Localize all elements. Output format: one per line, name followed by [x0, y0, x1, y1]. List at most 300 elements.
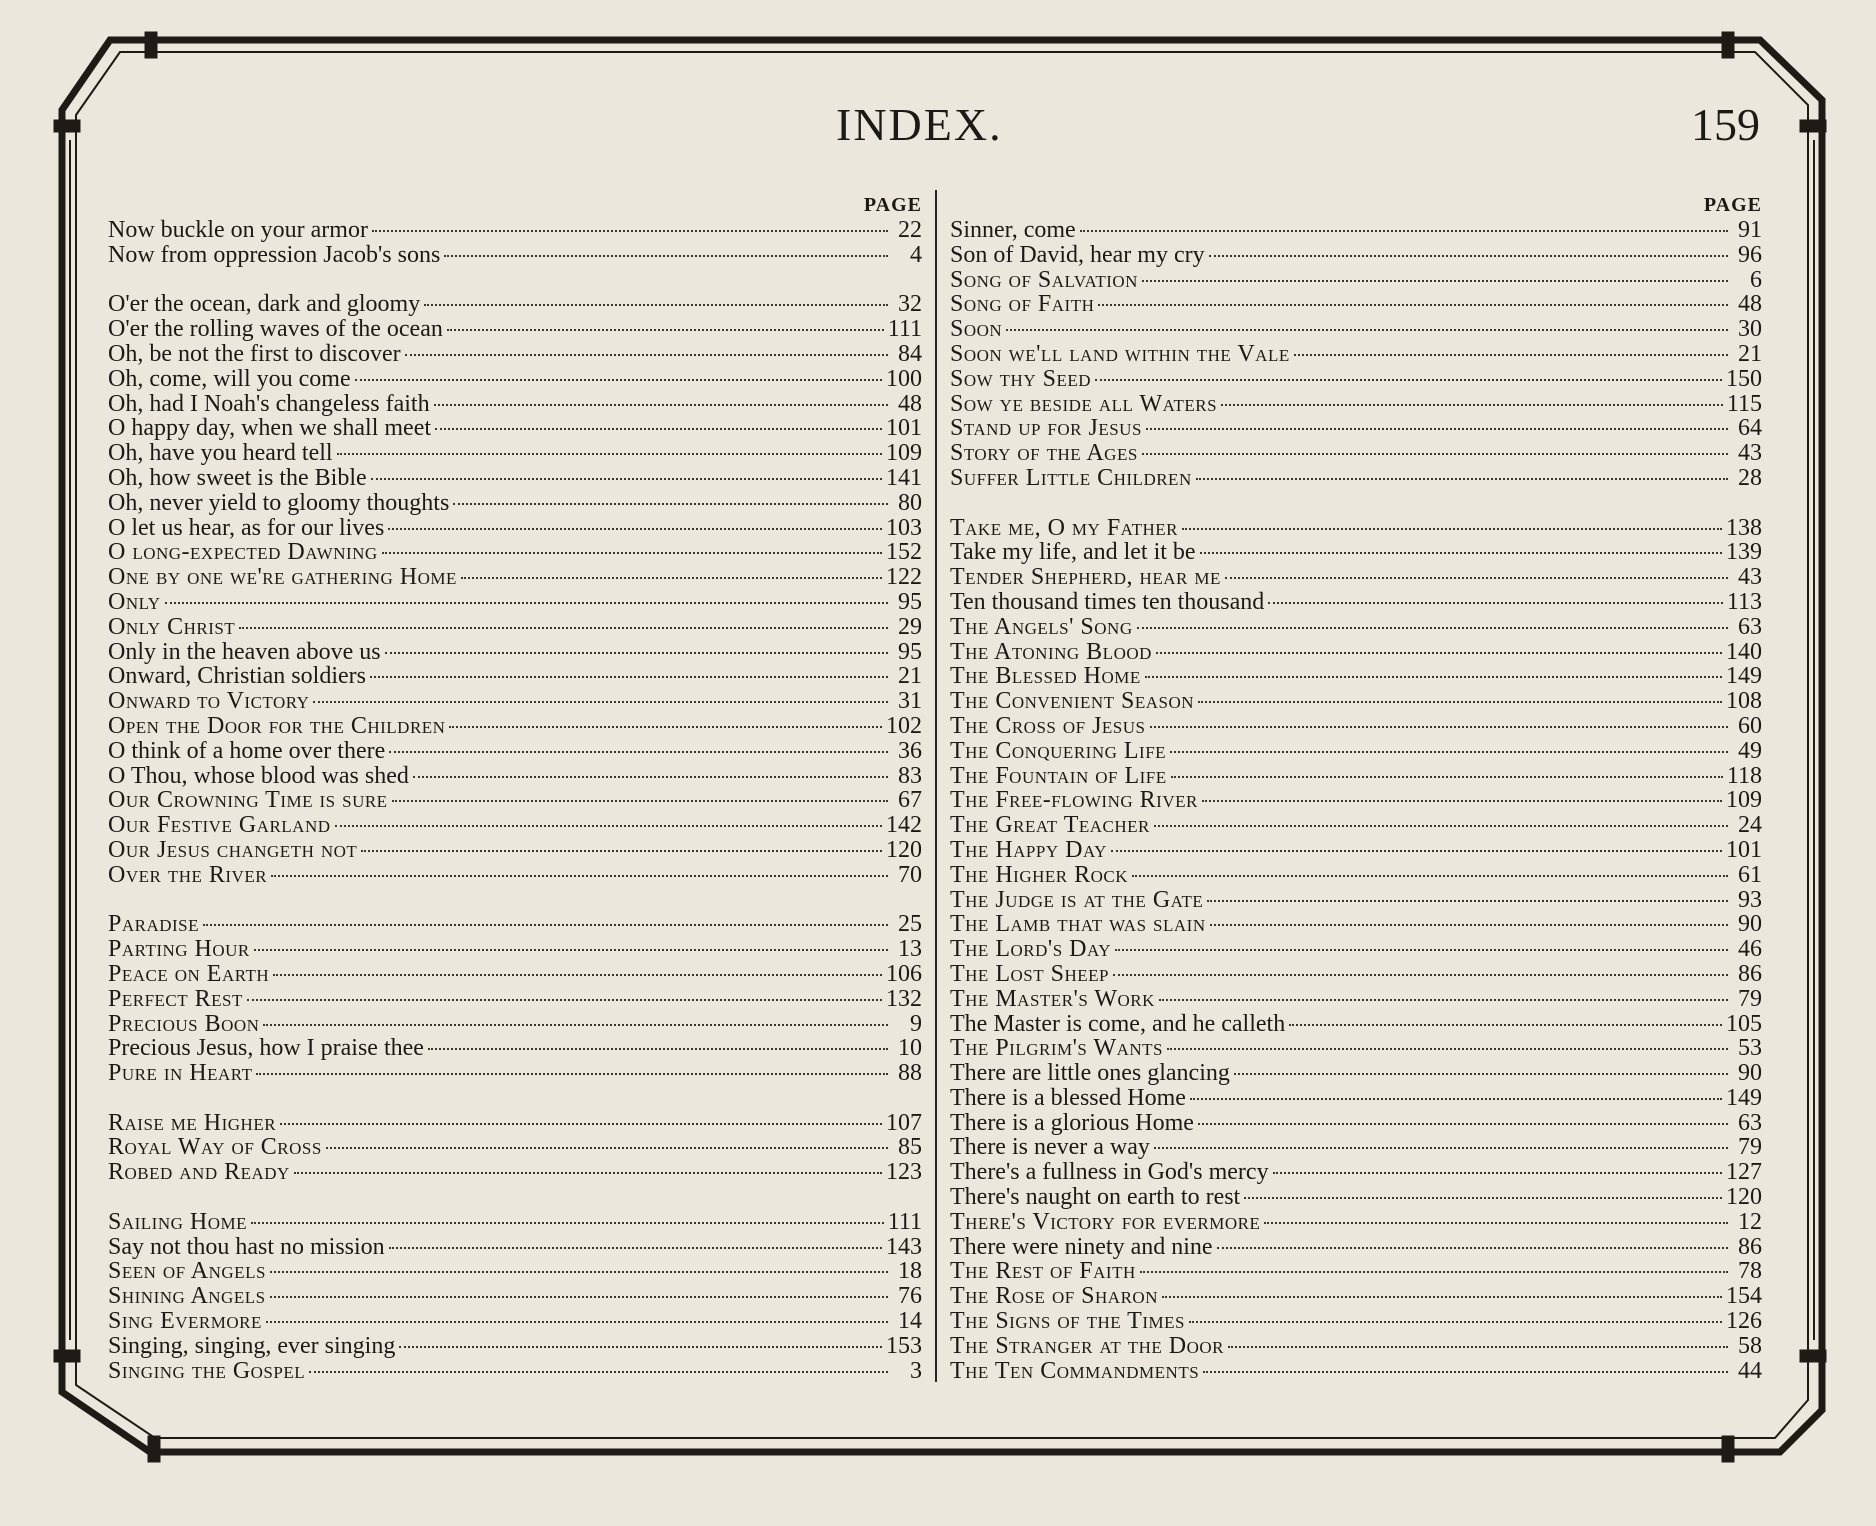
index-entry [950, 342, 1762, 367]
dot-leader [1162, 1296, 1722, 1298]
index-entry [950, 1111, 1762, 1136]
index-entry [950, 1284, 1762, 1309]
entry-page-number: 18 [898, 1258, 922, 1285]
index-entry [950, 937, 1762, 962]
right-index-list [950, 218, 1762, 1383]
dot-leader [1190, 1098, 1722, 1100]
entry-page-number: 84 [898, 340, 922, 367]
dot-leader [435, 428, 882, 430]
entry-page-number: 108 [1726, 688, 1762, 715]
entry-page-number: 28 [1738, 464, 1762, 491]
dot-leader [1189, 1321, 1722, 1323]
index-entry [950, 863, 1762, 888]
entry-page-number: 139 [1726, 539, 1762, 566]
entry-page-number: 24 [1738, 812, 1762, 839]
entry-page-number: 64 [1738, 415, 1762, 442]
entry-page-number: 13 [898, 936, 922, 963]
dot-leader [371, 478, 882, 480]
entry-title: Our Crowning Time is sure [108, 787, 388, 814]
entry-page-number: 4 [910, 241, 922, 268]
entry-title: The Higher Rock [950, 861, 1128, 888]
dot-leader [337, 453, 882, 455]
entry-title: Raise me Higher [108, 1109, 277, 1136]
index-entry [950, 1359, 1762, 1384]
dot-leader [1145, 676, 1722, 678]
entry-title: Oh, have you heard tell [108, 440, 333, 467]
index-entry [108, 1359, 922, 1384]
entry-page-number: 14 [898, 1308, 922, 1335]
entry-title: Suffer Little Children [950, 464, 1192, 491]
entry-page-number: 91 [1738, 217, 1762, 243]
entry-page-number: 140 [1726, 638, 1762, 665]
entry-title: Only [108, 588, 161, 615]
dot-leader [413, 776, 888, 778]
index-entry [108, 838, 922, 863]
dot-leader [1154, 825, 1728, 827]
entry-title: The Happy Day [950, 836, 1107, 863]
entry-title: The Conquering Life [950, 737, 1167, 764]
entry-title: Sow thy Seed [950, 365, 1092, 392]
entry-title: O let us hear, as for our lives [108, 514, 385, 541]
entry-page-number: 85 [898, 1134, 922, 1161]
entry-page-number: 120 [886, 836, 922, 863]
entry-title: Say not thou hast no mission [108, 1233, 385, 1260]
entry-page-number: 105 [1726, 1010, 1762, 1037]
index-entry [108, 764, 922, 789]
entry-title: The Pilgrim's Wants [950, 1035, 1163, 1062]
entry-title: The Atoning Blood [950, 638, 1152, 665]
entry-page-number: 58 [1738, 1332, 1762, 1359]
index-entry [108, 1036, 922, 1061]
dot-leader [1080, 230, 1728, 232]
index-entry [108, 714, 922, 739]
index-entry [108, 392, 922, 417]
dot-leader [256, 1073, 888, 1075]
entry-title: O think of a home over there [108, 737, 386, 764]
entry-title: Sailing Home [108, 1208, 247, 1235]
entry-page-number: 12 [1738, 1208, 1762, 1235]
entry-title: There's Victory for evermore [950, 1208, 1261, 1235]
dot-leader [247, 999, 882, 1001]
entry-page-number: 49 [1738, 737, 1762, 764]
dot-leader [1244, 1197, 1722, 1199]
entry-title: The Stranger at the Door [950, 1332, 1224, 1359]
dot-leader [1142, 453, 1728, 455]
index-entry [108, 1235, 922, 1260]
entry-title: Peace on Earth [108, 960, 270, 987]
entry-page-number: 9 [910, 1010, 922, 1037]
dot-leader [271, 875, 888, 877]
index-entry [950, 1334, 1762, 1359]
entry-title: Tender Shepherd, hear me [950, 564, 1221, 591]
entry-page-number: 109 [1726, 787, 1762, 814]
entry-page-number: 31 [898, 688, 922, 715]
index-entry [108, 1259, 922, 1284]
entry-title: Take me, O my Father [950, 514, 1178, 541]
dot-leader [389, 751, 888, 753]
dot-leader [355, 379, 882, 381]
index-entry [108, 1111, 922, 1136]
index-entry [950, 888, 1762, 913]
entry-title: The Rose of Sharon [950, 1283, 1158, 1310]
entry-page-number: 25 [898, 911, 922, 938]
entry-page-number: 149 [1726, 663, 1762, 690]
entry-title: Singing the Gospel [108, 1357, 306, 1384]
dot-leader [370, 676, 888, 678]
dot-leader [1115, 949, 1728, 951]
index-entry [108, 912, 922, 937]
page-title: INDEX. [836, 99, 1003, 150]
index-entry [108, 342, 922, 367]
entry-title: The Master is come, and he calleth [950, 1010, 1286, 1037]
dot-leader [1111, 850, 1722, 852]
dot-leader [1203, 1371, 1728, 1373]
section-gap [108, 1185, 922, 1210]
entry-page-number: 132 [886, 985, 922, 1012]
index-entry [950, 292, 1762, 317]
index-entry [950, 268, 1762, 293]
index-entry [108, 615, 922, 640]
entry-page-number: 102 [886, 712, 922, 739]
entry-title: Onward, Christian soldiers [108, 663, 366, 690]
entry-title: O'er the ocean, dark and gloomy [108, 291, 421, 318]
index-entry [950, 714, 1762, 739]
section-gap [108, 268, 922, 293]
index-entry [108, 788, 922, 813]
entry-title: Seen of Angels [108, 1258, 266, 1285]
index-entry [108, 1160, 922, 1185]
entry-title: Paradise [108, 911, 200, 938]
right-column [950, 192, 1762, 1383]
dot-leader [1234, 1073, 1728, 1075]
index-entry [950, 516, 1762, 541]
dot-leader [1264, 1222, 1728, 1224]
dot-leader [1132, 875, 1728, 877]
entry-title: The Rest of Faith [950, 1258, 1136, 1285]
dot-leader [1198, 1123, 1728, 1125]
index-entry [108, 739, 922, 764]
entry-page-number: 44 [1738, 1357, 1762, 1384]
dot-leader [1182, 528, 1722, 530]
dot-leader [1156, 652, 1722, 654]
entry-title: Soon [950, 316, 1003, 343]
dot-leader [165, 602, 888, 604]
entry-title: Oh, how sweet is the Bible [108, 464, 367, 491]
index-entry [950, 689, 1762, 714]
index-entry [950, 739, 1762, 764]
dot-leader [1217, 1247, 1728, 1249]
index-entry [108, 1012, 922, 1037]
dot-leader [424, 304, 888, 306]
entry-page-number: 22 [898, 217, 922, 243]
entry-title: Our Festive Garland [108, 812, 331, 839]
entry-title: The Cross of Jesus [950, 712, 1146, 739]
index-entry [950, 392, 1762, 417]
index-entry [950, 1309, 1762, 1334]
dot-leader [273, 974, 882, 976]
dot-leader [1167, 1048, 1728, 1050]
dot-leader [399, 1346, 882, 1348]
index-entry [950, 764, 1762, 789]
dot-leader [1137, 627, 1728, 629]
entry-title: The Lamb that was slain [950, 911, 1206, 938]
entry-title: Now from oppression Jacob's sons [108, 241, 441, 268]
index-entry [950, 565, 1762, 590]
index-entry [108, 540, 922, 565]
entry-title: There's naught on earth to rest [950, 1184, 1241, 1211]
entry-page-number: 63 [1738, 613, 1762, 640]
entry-page-number: 143 [886, 1233, 922, 1260]
index-entry [950, 838, 1762, 863]
entry-page-number: 88 [898, 1060, 922, 1087]
dot-leader [1170, 751, 1728, 753]
index-entry [108, 292, 922, 317]
dot-leader [444, 255, 888, 257]
dot-leader [1209, 255, 1728, 257]
dot-leader [1198, 701, 1722, 703]
index-entry [108, 243, 922, 268]
entry-page-number: 43 [1738, 440, 1762, 467]
dot-leader [447, 329, 884, 331]
index-entry [108, 1309, 922, 1334]
entry-title: Only Christ [108, 613, 236, 640]
dot-leader [449, 726, 882, 728]
index-entry [108, 367, 922, 392]
dot-leader [1154, 1147, 1728, 1149]
dot-leader [270, 1271, 888, 1273]
page-column-label: PAGE [863, 194, 922, 216]
section-gap [108, 888, 922, 913]
dot-leader [266, 1321, 888, 1323]
index-entry [950, 1210, 1762, 1235]
entry-page-number: 120 [1726, 1184, 1762, 1211]
index-entry [108, 640, 922, 665]
entry-title: Oh, come, will you come [108, 365, 351, 392]
entry-page-number: 83 [898, 762, 922, 789]
dot-leader [385, 652, 888, 654]
index-entry [108, 987, 922, 1012]
dot-leader [1268, 602, 1723, 604]
entry-page-number: 29 [898, 613, 922, 640]
entry-page-number: 123 [886, 1159, 922, 1186]
entry-title: There is never a way [950, 1134, 1150, 1161]
index-entry [108, 813, 922, 838]
index-entry [108, 1135, 922, 1160]
entry-title: Soon we'll land within the Vale [950, 340, 1290, 367]
entry-title: Pure in Heart [108, 1060, 253, 1087]
left-column [108, 192, 922, 1383]
index-entry [108, 491, 922, 516]
dot-leader [1098, 304, 1728, 306]
entry-page-number: 21 [898, 663, 922, 690]
entry-page-number: 101 [1726, 836, 1762, 863]
entry-page-number: 113 [1726, 588, 1762, 615]
dot-leader [389, 1247, 882, 1249]
dot-leader [313, 701, 888, 703]
index-entry [108, 218, 922, 243]
entry-title: O Thou, whose blood was shed [108, 762, 409, 789]
dot-leader [1196, 478, 1728, 480]
section-gap [950, 491, 1762, 516]
entry-title: Oh, be not the first to discover [108, 340, 401, 367]
index-entry [108, 590, 922, 615]
entry-page-number: 53 [1738, 1035, 1762, 1062]
entry-title: There's a fullness in God's mercy [950, 1159, 1269, 1186]
entry-title: O'er the rolling waves of the ocean [108, 316, 443, 343]
entry-page-number: 138 [1726, 514, 1762, 541]
entry-title: One by one we're gathering Home [108, 564, 457, 591]
index-entry [108, 664, 922, 689]
dot-leader [1200, 552, 1722, 554]
entry-title: Ten thousand times ten thousand [950, 588, 1265, 615]
entry-page-number: 6 [1750, 266, 1762, 293]
entry-page-number: 107 [886, 1109, 922, 1136]
dot-leader [382, 552, 882, 554]
entry-page-number: 67 [898, 787, 922, 814]
entry-page-number: 95 [898, 638, 922, 665]
entry-title: Over the River [108, 861, 268, 888]
entry-title: Precious Jesus, how I praise thee [108, 1035, 424, 1062]
dot-leader [1228, 1346, 1728, 1348]
entry-page-number: 111 [887, 1208, 922, 1235]
entry-page-number: 101 [886, 415, 922, 442]
dot-leader [1207, 900, 1728, 902]
index-entry [108, 689, 922, 714]
entry-title: The Ten Commandments [950, 1357, 1200, 1384]
index-entry [950, 788, 1762, 813]
entry-title: There are little ones glancing [950, 1060, 1230, 1087]
entry-title: The Master's Work [950, 985, 1155, 1012]
entry-page-number: 60 [1738, 712, 1762, 739]
dot-leader [1142, 280, 1728, 282]
entry-page-number: 141 [886, 464, 922, 491]
entry-page-number: 61 [1738, 861, 1762, 888]
dot-leader [392, 800, 888, 802]
index-entry [108, 1334, 922, 1359]
entry-title: The Fountain of Life [950, 762, 1167, 789]
index-entry [108, 565, 922, 590]
dot-leader [372, 230, 888, 232]
dot-leader [1006, 329, 1728, 331]
index-entry [108, 962, 922, 987]
entry-page-number: 126 [1726, 1308, 1762, 1335]
entry-title: There is a glorious Home [950, 1109, 1194, 1136]
entry-title: Now buckle on your armor [108, 217, 368, 243]
index-entry [950, 367, 1762, 392]
index-entry [950, 317, 1762, 342]
dot-leader [239, 627, 888, 629]
entry-page-number: 93 [1738, 886, 1762, 913]
entry-page-number: 153 [886, 1332, 922, 1359]
dot-leader [361, 850, 882, 852]
entry-title: O happy day, when we shall meet [108, 415, 432, 442]
index-entry [950, 1185, 1762, 1210]
entry-page-number: 95 [898, 588, 922, 615]
entry-page-number: 21 [1738, 340, 1762, 367]
page-number: 159 [1691, 99, 1760, 150]
entry-page-number: 115 [1726, 390, 1762, 417]
dot-leader [1273, 1172, 1722, 1174]
index-entry [950, 813, 1762, 838]
index-entry [950, 1061, 1762, 1086]
index-entry [950, 243, 1762, 268]
dot-leader [270, 1296, 888, 1298]
dot-leader [1225, 577, 1728, 579]
entry-title: Sow ye beside all Waters [950, 390, 1218, 417]
index-entry [950, 416, 1762, 441]
entry-page-number: 36 [898, 737, 922, 764]
entry-title: Sing Evermore [108, 1308, 262, 1335]
dot-leader [1146, 428, 1728, 430]
entry-page-number: 109 [886, 440, 922, 467]
entry-page-number: 3 [910, 1357, 922, 1384]
dot-leader [1294, 354, 1728, 356]
entry-page-number: 79 [1738, 1134, 1762, 1161]
dot-leader [309, 1371, 888, 1373]
entry-page-number: 32 [898, 291, 922, 318]
dot-leader [1221, 404, 1723, 406]
index-entry [950, 1086, 1762, 1111]
entry-title: Royal Way of Cross [108, 1134, 322, 1161]
entry-title: Take my life, and let it be [950, 539, 1196, 566]
entry-page-number: 90 [1738, 1060, 1762, 1087]
index-entry [950, 218, 1762, 243]
entry-title: The Angels' Song [950, 613, 1133, 640]
entry-title: Story of the Ages [950, 440, 1138, 467]
index-entry [108, 1284, 922, 1309]
entry-page-number: 10 [898, 1035, 922, 1062]
entry-title: Oh, had I Noah's changeless faith [108, 390, 430, 417]
entry-title: Precious Boon [108, 1010, 260, 1037]
entry-title: There were ninety and nine [950, 1233, 1213, 1260]
index-entry [950, 962, 1762, 987]
dot-leader [1210, 924, 1728, 926]
entry-title: Our Jesus changeth not [108, 836, 358, 863]
index-entry [950, 590, 1762, 615]
dot-leader [1289, 1024, 1722, 1026]
entry-title: Parting Hour [108, 936, 250, 963]
entry-title: O long-expected Dawning [108, 539, 378, 566]
left-index-list [108, 218, 922, 1383]
index-entry [108, 466, 922, 491]
entry-title: The Free-flowing River [950, 787, 1198, 814]
index-entry [950, 987, 1762, 1012]
entry-title: Sinner, come [950, 217, 1076, 243]
dot-leader [335, 825, 882, 827]
entry-page-number: 106 [886, 960, 922, 987]
entry-page-number: 90 [1738, 911, 1762, 938]
entry-title: Singing, singing, ever singing [108, 1332, 396, 1359]
dot-leader [1202, 800, 1722, 802]
index-entry [108, 937, 922, 962]
entry-page-number: 76 [898, 1283, 922, 1310]
column-divider [935, 190, 937, 1382]
entry-page-number: 78 [1738, 1258, 1762, 1285]
entry-title: The Great Teacher [950, 812, 1150, 839]
entry-page-number: 154 [1726, 1283, 1762, 1310]
index-entry [950, 466, 1762, 491]
entry-title: Robed and Ready [108, 1159, 290, 1186]
entry-page-number: 79 [1738, 985, 1762, 1012]
entry-title: Shining Angels [108, 1283, 266, 1310]
entry-page-number: 122 [886, 564, 922, 591]
dot-leader [326, 1147, 888, 1149]
entry-page-number: 43 [1738, 564, 1762, 591]
entry-page-number: 63 [1738, 1109, 1762, 1136]
dot-leader [434, 404, 888, 406]
entry-title: Stand up for Jesus [950, 415, 1142, 442]
entry-title: The Lord's Day [950, 936, 1111, 963]
